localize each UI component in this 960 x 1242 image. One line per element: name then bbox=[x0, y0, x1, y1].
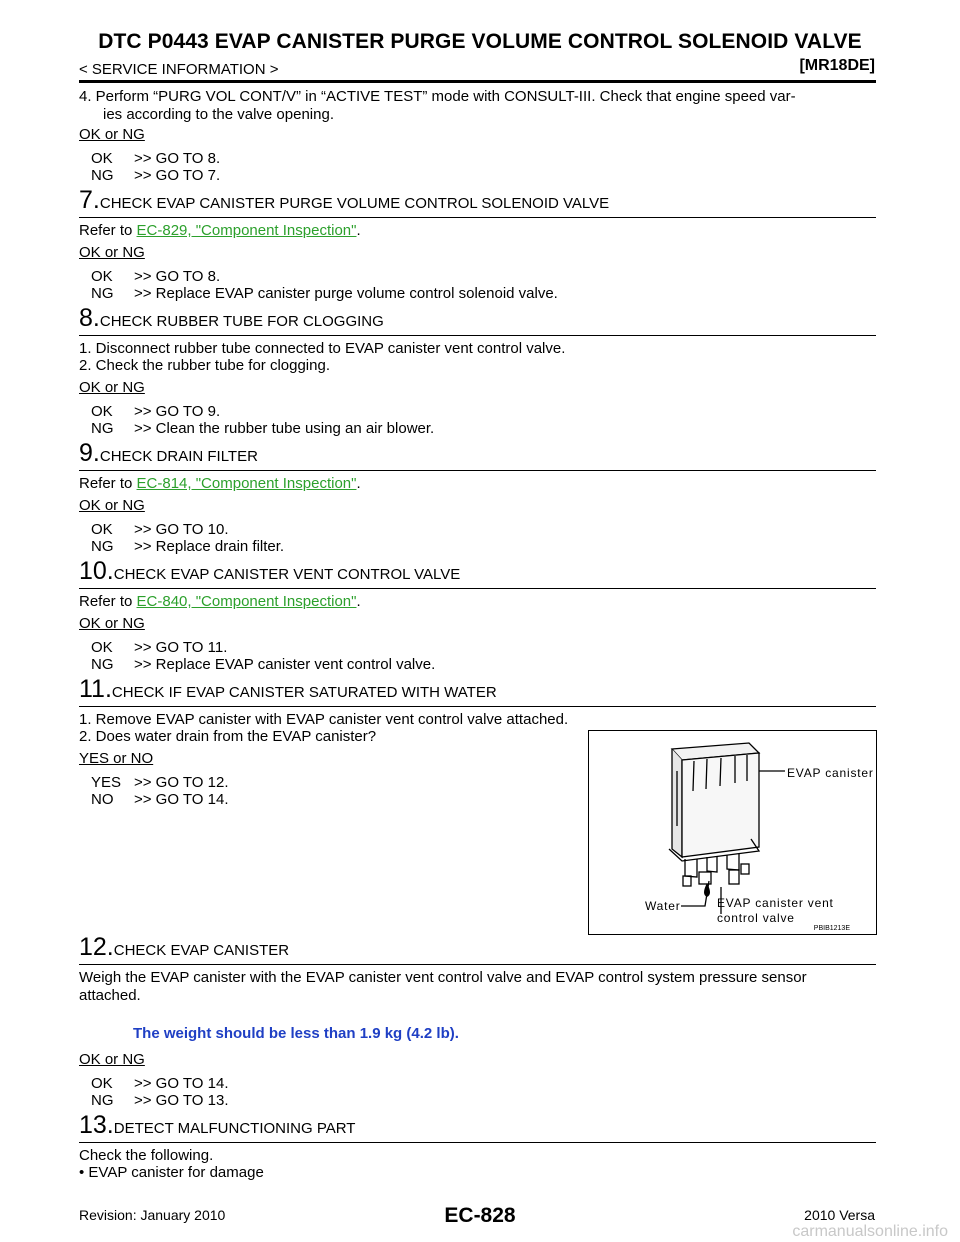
option-ok bbox=[91, 403, 220, 420]
refer-text: Refer to bbox=[79, 222, 137, 239]
period: . bbox=[356, 593, 361, 610]
option-key: NG bbox=[91, 1092, 114, 1109]
step-number: 10. bbox=[79, 557, 114, 585]
component-inspection-link[interactable]: EC-840, "Component Inspection" bbox=[136, 593, 357, 610]
option-value: >> GO TO 8. bbox=[134, 150, 221, 167]
refer-text: Refer to bbox=[79, 475, 137, 492]
weight-specification: The weight should be less than 1.9 kg (4.2 lb). bbox=[133, 1025, 459, 1042]
step-number: 11. bbox=[79, 675, 112, 703]
step-title: CHECK RUBBER TUBE FOR CLOGGING bbox=[99, 313, 384, 330]
option-key: NG bbox=[91, 167, 114, 184]
option-key: OK bbox=[91, 150, 113, 167]
step4-line1: 4. Perform “PURG VOL CONT/V” in “ACTIVE TEST” mode with CONSULT-III. Check that engine speed var- bbox=[79, 88, 796, 105]
option-no bbox=[91, 791, 229, 808]
step-13-line1: Check the following. bbox=[79, 1147, 214, 1164]
ok-ng-heading: OK or NG bbox=[79, 244, 145, 261]
divider bbox=[79, 964, 876, 965]
option-value: >> GO TO 10. bbox=[134, 521, 229, 538]
evap-canister-figure bbox=[588, 730, 877, 935]
breadcrumb: < SERVICE INFORMATION > bbox=[79, 61, 279, 78]
divider bbox=[79, 335, 876, 336]
option-value: >> GO TO 14. bbox=[134, 791, 229, 808]
option-key: NG bbox=[91, 420, 114, 437]
option-ng bbox=[91, 420, 434, 437]
step-title: CHECK EVAP CANISTER bbox=[113, 942, 290, 959]
option-value: >> GO TO 12. bbox=[134, 774, 229, 791]
step-11-heading bbox=[79, 675, 497, 704]
option-ng bbox=[91, 1092, 229, 1109]
option-value: >> GO TO 11. bbox=[134, 639, 228, 656]
engine-code: [MR18DE] bbox=[799, 57, 875, 74]
step-number: 12. bbox=[79, 933, 114, 961]
label-vent-valve-line1: EVAP canister vent bbox=[717, 896, 834, 910]
step-title: CHECK EVAP CANISTER PURGE VOLUME CONTROL SOLENOID VALVE bbox=[99, 195, 610, 212]
period: . bbox=[356, 475, 361, 492]
period: . bbox=[356, 222, 361, 239]
label-water: Water bbox=[645, 899, 681, 913]
option-value: >> GO TO 8. bbox=[134, 268, 221, 285]
step4-line2: ies according to the valve opening. bbox=[103, 106, 334, 123]
model-year: 2010 Versa bbox=[804, 1207, 875, 1223]
watermark: carmanualsonline.info bbox=[792, 1223, 948, 1240]
step-9-refer bbox=[79, 475, 361, 492]
divider bbox=[79, 588, 876, 589]
option-key: NG bbox=[91, 285, 114, 302]
component-inspection-link[interactable]: EC-814, "Component Inspection" bbox=[136, 475, 357, 492]
option-key: NG bbox=[91, 656, 114, 673]
option-ok bbox=[91, 521, 229, 538]
divider bbox=[79, 470, 876, 471]
step-7-refer bbox=[79, 222, 361, 239]
option-value: >> GO TO 9. bbox=[134, 403, 221, 420]
option-ng bbox=[91, 285, 558, 302]
divider bbox=[79, 706, 876, 707]
step-number: 7. bbox=[79, 186, 100, 214]
step-12-line2: attached. bbox=[79, 987, 141, 1004]
option-value: >> Replace drain filter. bbox=[134, 538, 285, 555]
page-number: EC-828 bbox=[444, 1204, 516, 1227]
option-value: >> GO TO 7. bbox=[134, 167, 221, 184]
ok-ng-heading: OK or NG bbox=[79, 379, 145, 396]
option-key: NO bbox=[91, 791, 114, 808]
step-8-line1: 1. Disconnect rubber tube connected to EVAP canister vent control valve. bbox=[79, 340, 566, 357]
option-yes bbox=[91, 774, 229, 791]
step-8-line2: 2. Check the rubber tube for clogging. bbox=[79, 357, 330, 374]
ok-ng-heading: OK or NG bbox=[79, 615, 145, 632]
option-key: NG bbox=[91, 538, 114, 555]
option-value: >> Replace EVAP canister purge volume control solenoid valve. bbox=[134, 285, 558, 302]
step-11-line2: 2. Does water drain from the EVAP canister? bbox=[79, 728, 377, 745]
step-number: 13. bbox=[79, 1111, 114, 1139]
ok-ng-heading: OK or NG bbox=[79, 126, 145, 143]
page-title: DTC P0443 EVAP CANISTER PURGE VOLUME CONTROL SOLENOID VALVE bbox=[98, 30, 862, 53]
figure-code: PBIB1213E bbox=[813, 925, 850, 932]
option-value: >> Clean the rubber tube using an air blower. bbox=[134, 420, 435, 437]
option-ok bbox=[91, 639, 227, 656]
step-number: 8. bbox=[79, 304, 100, 332]
divider bbox=[79, 217, 876, 218]
step-title: CHECK IF EVAP CANISTER SATURATED WITH WATER bbox=[111, 684, 497, 701]
option-ng bbox=[91, 167, 220, 184]
ok-ng-heading: OK or NG bbox=[79, 497, 145, 514]
step-13-heading bbox=[79, 1111, 355, 1140]
label-vent-valve-line2: control valve bbox=[717, 911, 795, 925]
option-value: >> GO TO 13. bbox=[134, 1092, 229, 1109]
step-10-heading bbox=[79, 557, 460, 586]
option-key: OK bbox=[91, 1075, 113, 1092]
component-inspection-link[interactable]: EC-829, "Component Inspection" bbox=[136, 222, 357, 239]
option-ng bbox=[91, 538, 284, 555]
step-12-line1: Weigh the EVAP canister with the EVAP canister vent control valve and EVAP control system pressure sensor bbox=[79, 969, 807, 986]
option-key: YES bbox=[91, 774, 122, 791]
option-value: >> Replace EVAP canister vent control valve. bbox=[134, 656, 436, 673]
option-ng bbox=[91, 656, 435, 673]
step-8-heading bbox=[79, 304, 384, 333]
step-title: DETECT MALFUNCTIONING PART bbox=[113, 1120, 356, 1137]
yes-no-heading: YES or NO bbox=[79, 750, 154, 767]
step-title: CHECK DRAIN FILTER bbox=[99, 448, 258, 465]
step-title: CHECK EVAP CANISTER VENT CONTROL VALVE bbox=[113, 566, 461, 583]
option-ok bbox=[91, 268, 220, 285]
option-value: >> GO TO 14. bbox=[134, 1075, 229, 1092]
revision-date: Revision: January 2010 bbox=[79, 1207, 226, 1223]
step-9-heading bbox=[79, 439, 258, 468]
ok-ng-heading: OK or NG bbox=[79, 1051, 145, 1068]
option-key: OK bbox=[91, 268, 113, 285]
option-ok bbox=[91, 1075, 229, 1092]
option-key: OK bbox=[91, 639, 113, 656]
step-11-line1: 1. Remove EVAP canister with EVAP canister vent control valve attached. bbox=[79, 711, 569, 728]
header-rule bbox=[79, 80, 876, 83]
step-7-heading bbox=[79, 186, 609, 215]
label-evap-canister: EVAP canister bbox=[787, 766, 874, 780]
option-key: OK bbox=[91, 521, 113, 538]
step-10-refer bbox=[79, 593, 361, 610]
refer-text: Refer to bbox=[79, 593, 137, 610]
step-12-heading bbox=[79, 933, 289, 962]
option-ok bbox=[91, 150, 220, 167]
step-13-line2: • EVAP canister for damage bbox=[79, 1164, 264, 1181]
divider bbox=[79, 1142, 876, 1143]
option-key: OK bbox=[91, 403, 113, 420]
step-number: 9. bbox=[79, 439, 100, 467]
